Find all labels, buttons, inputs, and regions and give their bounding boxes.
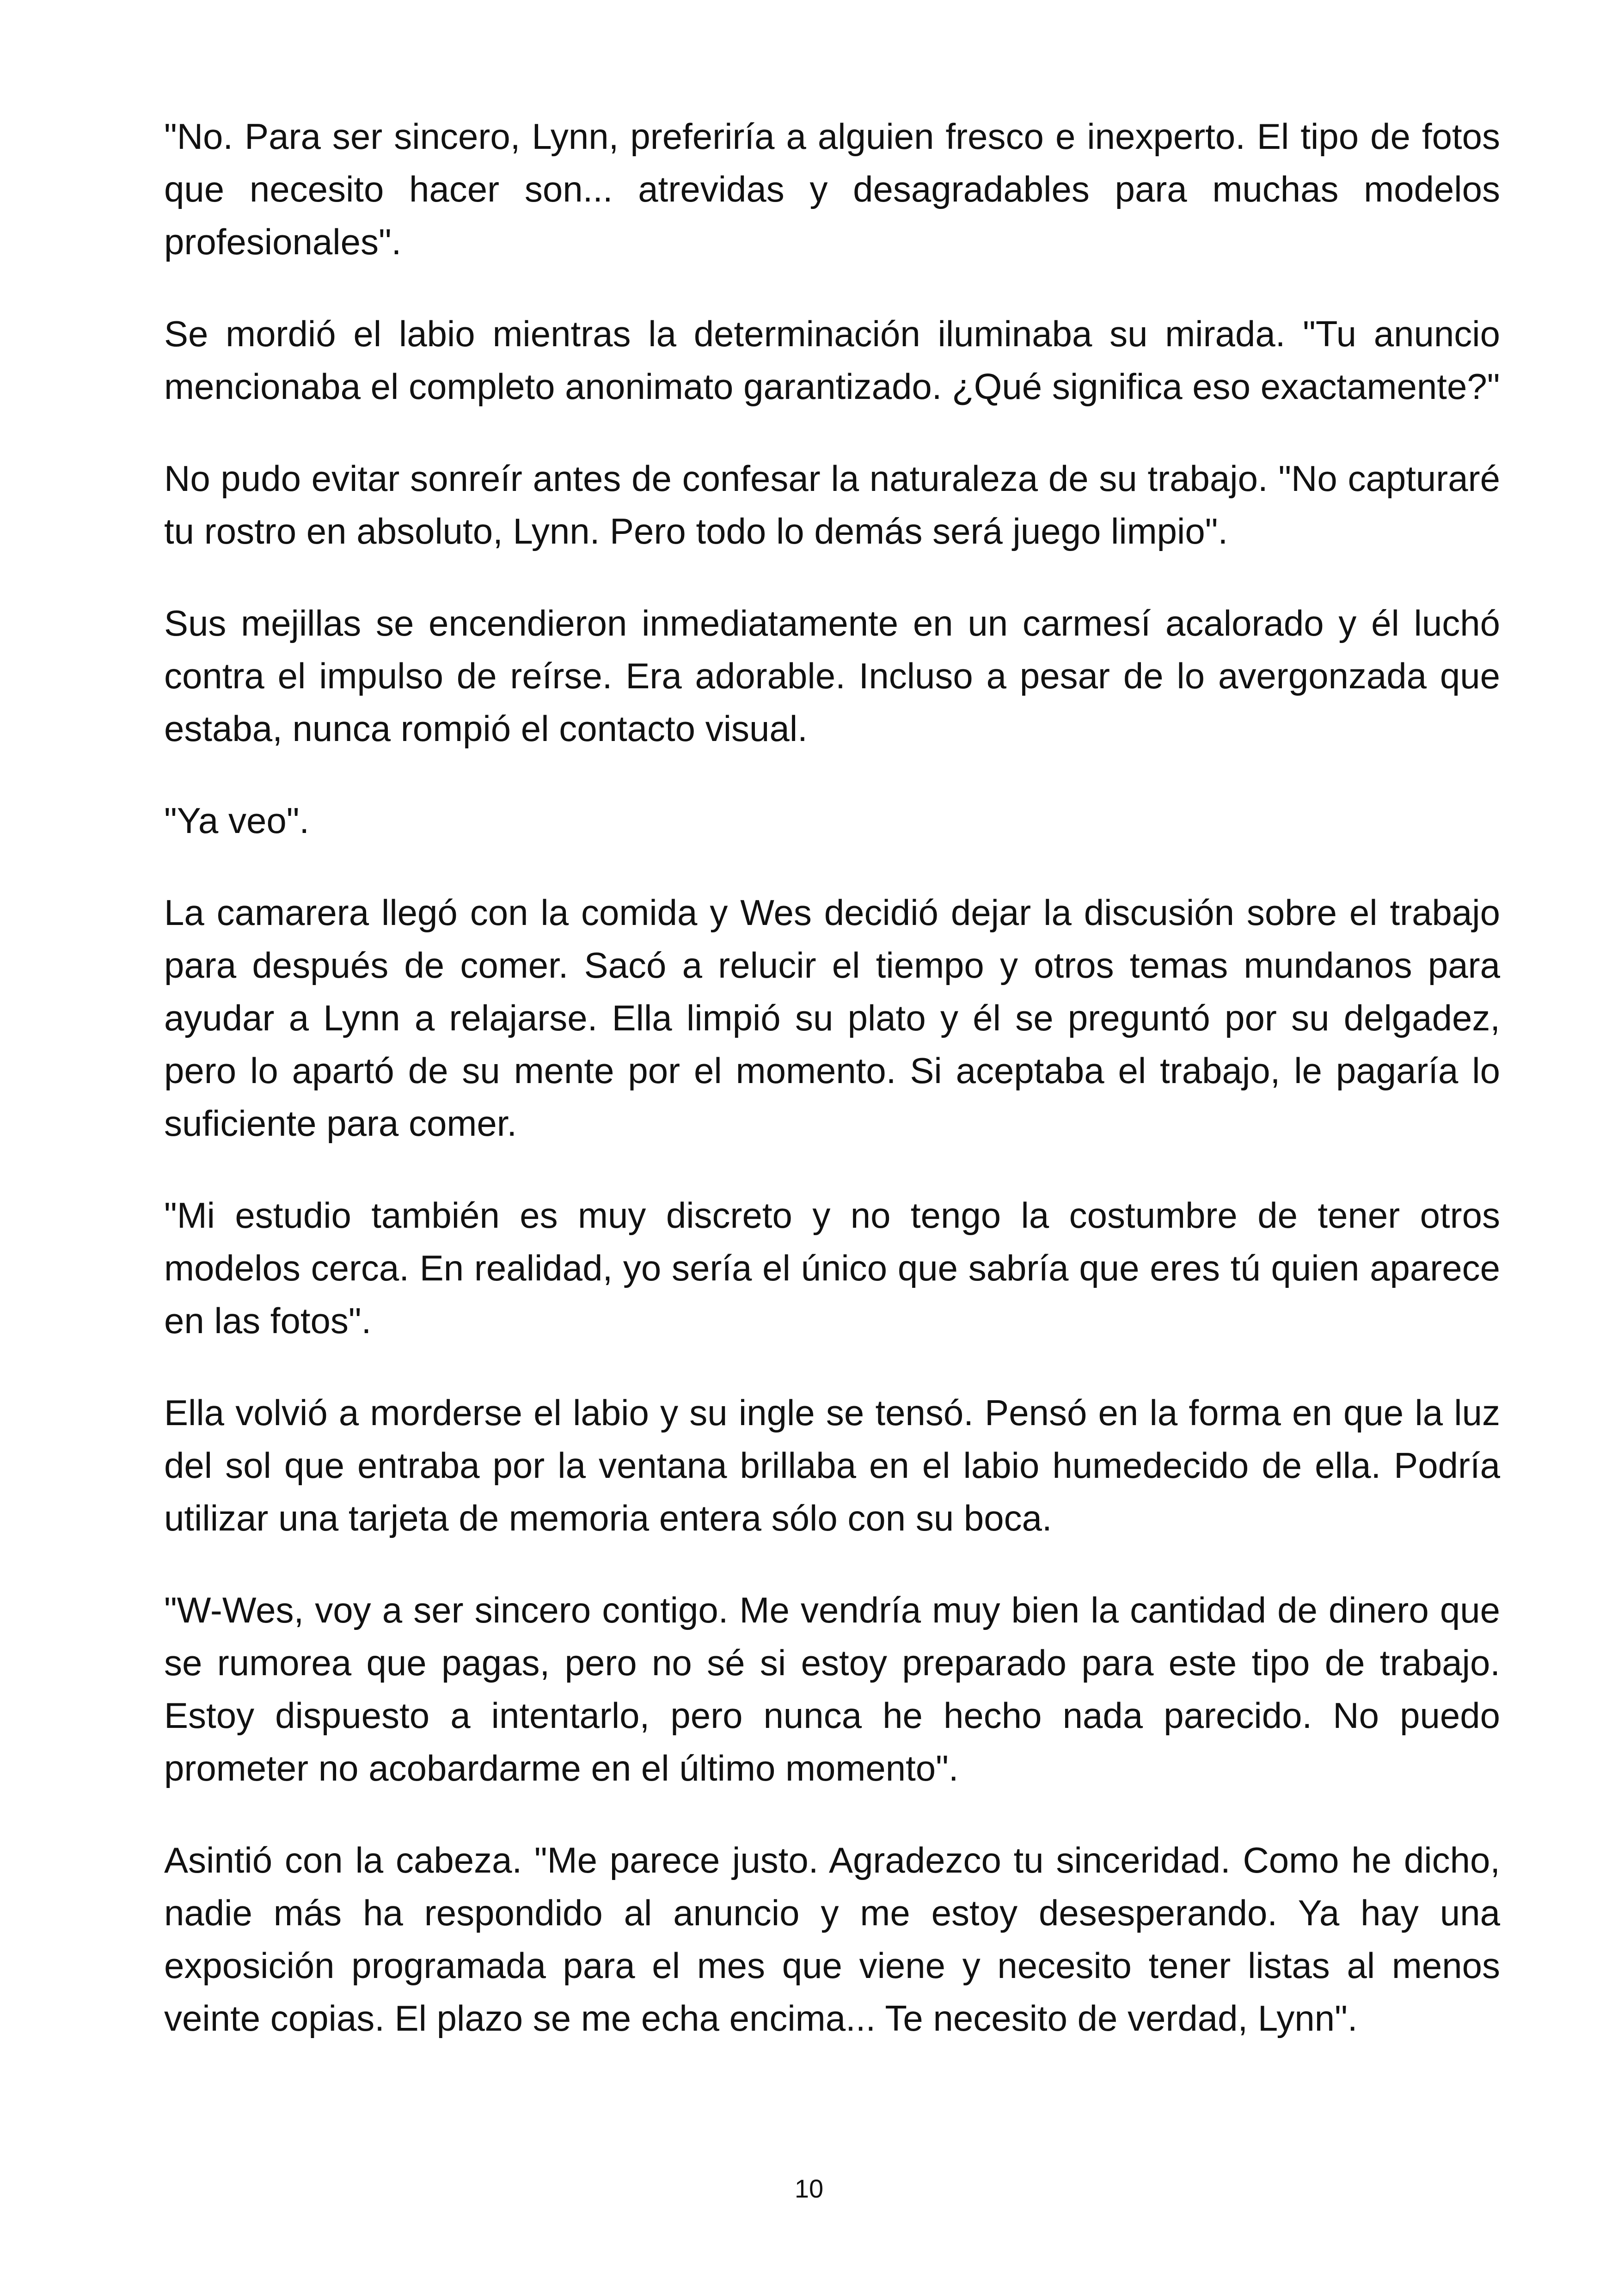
paragraph-7: "Mi estudio también es muy discreto y no tengo la costumbre de tener otros modelos cerca. En realidad, yo sería el único que sabría que eres tú quien aparece en las fotos". (164, 1195, 1500, 1341)
paragraph-5: "Ya veo". (164, 800, 310, 841)
paragraph-2: Se mordió el labio mientras la determinación iluminaba su mirada. "Tu anuncio mencionaba el completo anonimato garantizado. ¿Qué significa eso exactamente?" (164, 313, 1500, 407)
paragraph-4: Sus mejillas se encendieron inmediatamente en un carmesí acalorado y él luchó contra el impulso de reírse. Era adorable. Incluso a pesar de lo avergonzada que estaba, nunca rompió el contacto visual. (164, 603, 1500, 749)
paragraph-8: Ella volvió a morderse el labio y su ingle se tensó. Pensó en la forma en que la luz del sol que entraba por la ventana brillaba en el labio humedecido de ella. Podría utilizar una tarjeta de memoria entera sólo con su boca. (164, 1392, 1500, 1538)
paragraph-1: "No. Para ser sincero, Lynn, preferiría a alguien fresco e inexperto. El tipo de fotos que necesito hacer son... atrevidas y desagradables para muchas modelos profesionales". (164, 116, 1500, 262)
body-text (164, 110, 1500, 2084)
paragraph-10: Asintió con la cabeza. "Me parece justo. Agradezco tu sinceridad. Como he dicho, nadie más ha respondido al anuncio y me estoy desesperando. Ya hay una exposición programada para el mes que viene y necesito tener listas al menos veinte copias. El plazo se me echa encima... Te necesito de verdad, Lynn". (164, 1840, 1500, 2039)
paragraph-6: La camarera llegó con la comida y Wes decidió dejar la discusión sobre el trabajo para después de comer. Sacó a relucir el tiempo y otros temas mundanos para ayudar a Lynn a relajarse. Ella limpió su plato y él se preguntó por su delgadez, pero lo apartó de su mente por el momento. Si aceptaba el trabajo, le pagaría lo suficiente para comer. (164, 892, 1500, 1144)
paragraph-9: "W-Wes, voy a ser sincero contigo. Me vendría muy bien la cantidad de dinero que se rumorea que pagas, pero no sé si estoy preparado para este tipo de trabajo. Estoy dispuesto a intentarlo, pero nunca he hecho nada parecido. No puedo prometer no acobardarme en el último momento". (164, 1590, 1500, 1788)
paragraph-3: No pudo evitar sonreír antes de confesar la naturaleza de su trabajo. "No capturaré tu rostro en absoluto, Lynn. Pero todo lo demás será juego limpio". (164, 458, 1500, 551)
page-number: 10 (794, 2174, 824, 2203)
